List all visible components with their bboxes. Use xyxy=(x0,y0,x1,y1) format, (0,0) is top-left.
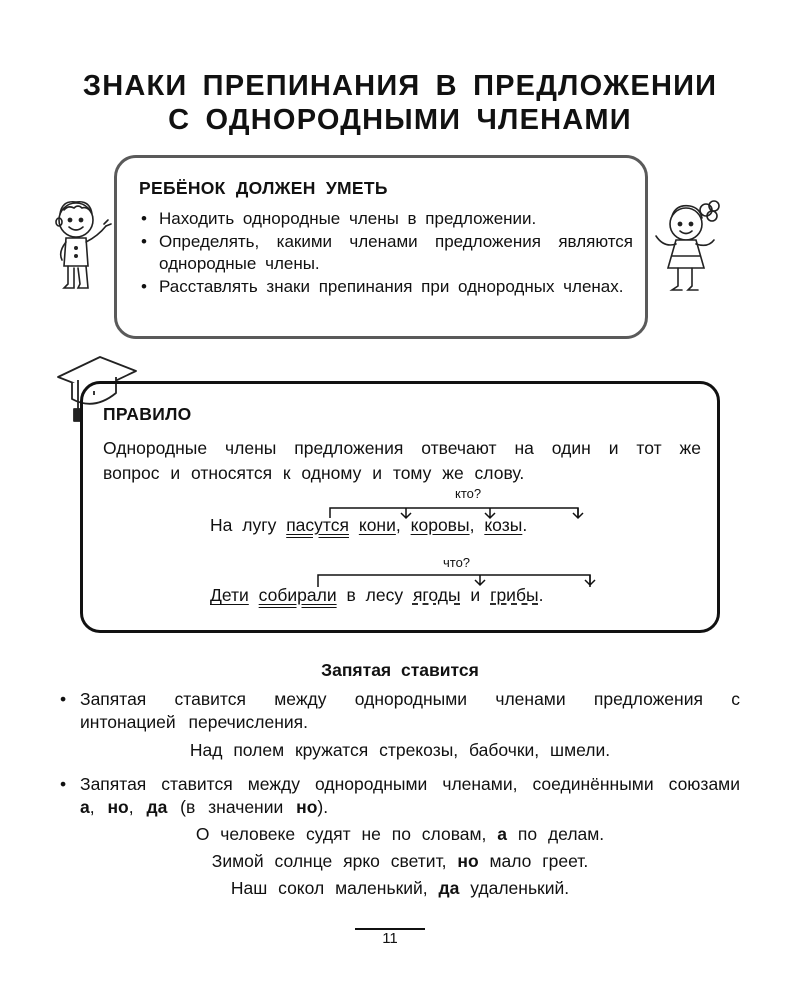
skills-box xyxy=(114,155,648,339)
skills-item: • Определять, какими членами предложения являются однородные члены. xyxy=(139,231,633,276)
skills-list xyxy=(139,208,633,298)
skills-item: • Расставлять знаки препинания при однородных членах. xyxy=(139,276,633,299)
comma-example-4: Наш сокол маленький, да удаленький. xyxy=(230,878,570,898)
subject: кони xyxy=(358,515,396,535)
bullet-icon: • xyxy=(60,774,67,794)
comma-example-2: О человеке судят не по словам, а по делам. xyxy=(195,824,605,844)
skills-item: • Находить однородные члены в предложении. xyxy=(139,208,633,231)
rule-example2: Дети собирали в лесу ягоды и грибы. xyxy=(210,585,544,605)
comma-example-3: Зимой солнце ярко светит, но мало греет. xyxy=(211,851,589,871)
page-title-line1: ЗНАКИ ПРЕПИНАНИЯ В ПРЕДЛОЖЕНИИ xyxy=(82,70,718,102)
page-title-line2: С ОДНОРОДНЫМИ ЧЛЕНАМИ xyxy=(168,104,632,136)
subject: Дети xyxy=(210,585,249,605)
comma-example-1: Над полем кружатся стрекозы, бабочки, шмели. xyxy=(189,740,611,760)
boy-illustration xyxy=(48,196,120,292)
subject: коровы xyxy=(410,515,470,535)
girl-illustration xyxy=(650,196,730,296)
comma-section-heading: Запятая ставится xyxy=(321,660,479,680)
skills-heading: РЕБЁНОК ДОЛЖЕН УМЕТЬ xyxy=(139,178,388,198)
example2-question: что? xyxy=(443,555,471,570)
example1-question: кто? xyxy=(455,486,482,501)
comma-rule-1: • Запятая ставится между однородными членами предложения с интонацией перечисления. xyxy=(60,689,740,732)
subject: козы xyxy=(484,515,523,535)
predicate: собирали xyxy=(258,585,337,605)
object: грибы xyxy=(490,585,539,605)
object: ягоды xyxy=(412,585,461,605)
bullet-icon: • xyxy=(60,689,67,709)
rule-text: Однородные члены предложения отвечают на один и тот же вопрос и относятся к одному и тому же слову. xyxy=(103,438,701,483)
predicate: пасутся xyxy=(286,515,349,535)
page-number: 11 xyxy=(382,930,398,947)
comma-rule-2: • Запятая ставится между однородными членами, соединёнными союзами а, но, да (в значении но). xyxy=(60,774,740,817)
rule-example1: На лугу пасутся кони, коровы, козы. xyxy=(210,515,528,535)
rule-heading: ПРАВИЛО xyxy=(103,404,192,424)
